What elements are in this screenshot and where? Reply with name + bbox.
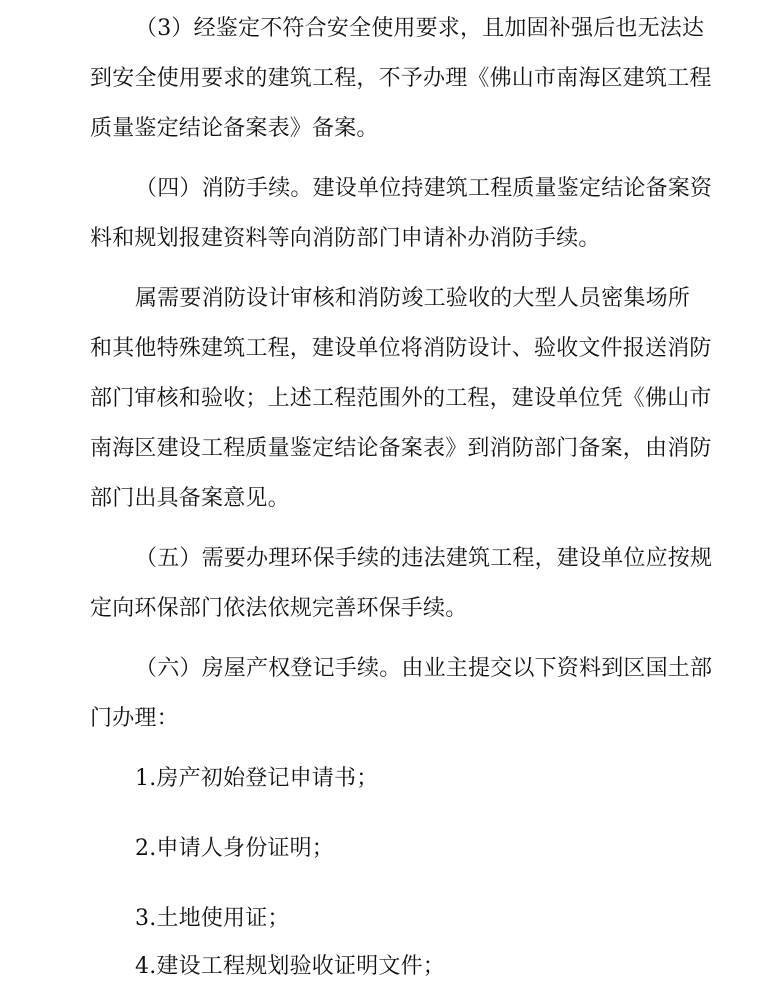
list-item: 4.建设工程规划验收证明文件； bbox=[135, 954, 445, 979]
list-item: 1.房产初始登记申请书； bbox=[135, 766, 379, 791]
paragraph-6-line-2: 门办理： bbox=[90, 706, 179, 731]
paragraph-fire-line-4: 南海区建设工程质量鉴定结论备案表》到消防部门备案，由消防 bbox=[90, 436, 712, 461]
list-item: 3.土地使用证； bbox=[135, 906, 290, 931]
paragraph-fire-line-2: 和其他特殊建筑工程，建设单位将消防设计、验收文件报送消防 bbox=[90, 336, 712, 361]
paragraph-6-line-1: （六）房屋产权登记手续。由业主提交以下资料到区国土部 bbox=[135, 656, 713, 681]
paragraph-3-line-1: （3）经鉴定不符合安全使用要求，且加固补强后也无法达 bbox=[135, 16, 705, 41]
paragraph-4-line-2: 料和规划报建资料等向消防部门申请补办消防手续。 bbox=[90, 226, 601, 251]
list-item: 2.申请人身份证明； bbox=[135, 836, 334, 861]
paragraph-3-line-2: 到安全使用要求的建筑工程，不予办理《佛山市南海区建筑工程 bbox=[90, 66, 712, 91]
paragraph-fire-line-3: 部门审核和验收；上述工程范围外的工程，建设单位凭《佛山市 bbox=[90, 386, 712, 411]
paragraph-3-line-3: 质量鉴定结论备案表》备案。 bbox=[90, 116, 379, 141]
paragraph-4-line-1: （四）消防手续。建设单位持建筑工程质量鉴定结论备案资 bbox=[135, 176, 713, 201]
paragraph-fire-line-1: 属需要消防设计审核和消防竣工验收的大型人员密集场所 bbox=[135, 286, 691, 311]
paragraph-5-line-2: 定向环保部门依法依规完善环保手续。 bbox=[90, 596, 468, 621]
paragraph-5-line-1: （五）需要办理环保手续的违法建筑工程，建设单位应按规 bbox=[135, 546, 713, 571]
paragraph-fire-line-5: 部门出具备案意见。 bbox=[90, 486, 290, 511]
